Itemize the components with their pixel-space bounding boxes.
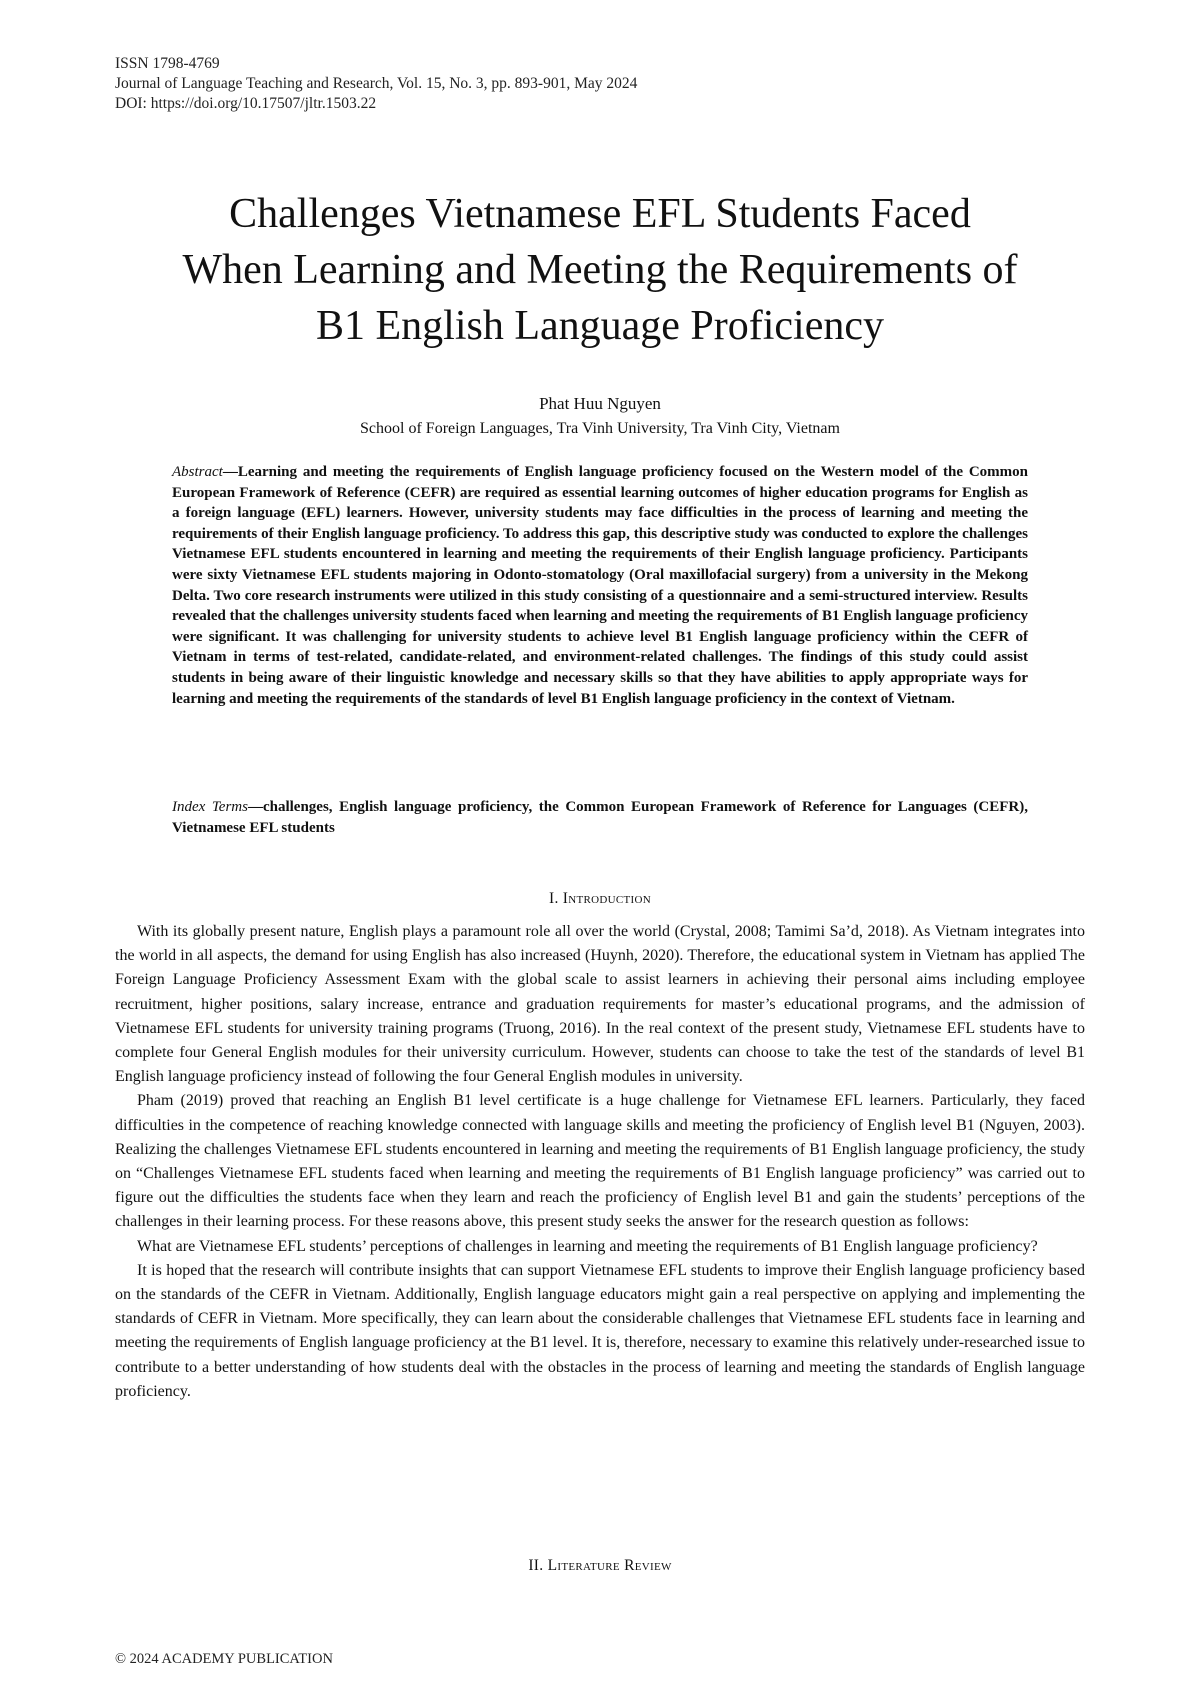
journal-header [115,54,637,114]
section-heading-literature-review: II. Literature Review [528,1557,672,1574]
index-terms [172,797,1028,838]
abstract [172,462,1028,709]
title-line-3: B1 English Language Proficiency [315,303,885,349]
title-line-2: When Learning and Meeting the Requirements of [182,247,1018,293]
title-line-1: Challenges Vietnamese EFL Students Faced [229,191,971,237]
journal-citation-line: Journal of Language Teaching and Research, Vol. 15, No. 3, pp. 893-901, May 2024 [115,75,638,92]
paragraph: Pham (2019) proved that reaching an English B1 level certificate is a huge challenge for Vietnamese EFL learners. Particularly, they faced difficulties in the competence of reaching knowledge connected with language skills and meeting the proficiency of English level B1 (Nguyen, 2003). Realizing the challenges Vietnamese EFL students encountered in learning and meeting the requirements of B1 English language proficiency, the study on “Challenges Vietnamese EFL students faced when learning and meeting the requirements of B1 English language proficiency” was carried out to figure out the difficulties the students face when they learn and reach the proficiency of English level B1 and gain the students’ perceptions of the challenges in their learning process. For these reasons above, this present study seeks the answer for the research question as follows: [115,1092,1085,1231]
research-question: What are Vietnamese EFL students’ perceptions of challenges in learning and meeting the requirements of B1 English language proficiency? [137,1237,1038,1255]
index-terms-label: Index Terms [172,799,248,815]
section-heading-introduction: I. Introduction [548,890,651,907]
author-affiliation: School of Foreign Languages, Tra Vinh University, Tra Vinh City, Vietnam [360,420,840,437]
doi-line: DOI: https://doi.org/10.17507/jltr.1503.22 [115,95,377,112]
index-terms-text: —challenges, English language proficiency, the Common European Framework of Reference for Languages (CEFR), Vietnamese EFL students [172,799,1028,836]
issn-line: ISSN 1798-4769 [115,55,220,72]
paper-title [80,186,1120,354]
paragraph: It is hoped that the research will contribute insights that can support Vietnamese EFL students to improve their English language proficiency based on the standards of the CEFR in Vietnam. Additionally, English language educators might gain a real perspective on applying and implementing the standards of CEFR in Vietnam. More specifically, they can learn about the considerable challenges that Vietnamese EFL students face in learning and meeting the requirements of English language proficiency at the B1 level. It is, therefore, necessary to examine this relatively under-researched issue to contribute to a better understanding of how students deal with the obstacles in the process of learning and meeting the standards of English language proficiency. [115,1261,1085,1400]
introduction-body [115,920,1085,1404]
copyright-footer: © 2024 ACADEMY PUBLICATION [115,1651,333,1667]
abstract-text: —Learning and meeting the requirements of English language proficiency focused on the Western model of the Common European Framework of Reference (CEFR) are required as essential learning outcomes of higher education programs for English as a foreign language (EFL) learners. However, university students may face difficulties in the process of learning and meeting the requirements of their English language proficiency. To address this gap, this descriptive study was conducted to explore the challenges Vietnamese EFL students encountered in learning and meeting the requirements of their English language proficiency. Participants were sixty Vietnamese EFL students majoring in Odonto-stomatology (Oral maxillofacial surgery) from a university in the Mekong Delta. Two core research instruments were utilized in this study consisting of a questionnaire and a semi-structured interview. Results revealed that the challenges university students faced when learning and meeting the requirements of B1 English language proficiency were significant. It was challenging for university students to achieve level B1 English language proficiency within the CEFR of Vietnam in terms of test-related, candidate-related, and environment-related challenges. The findings of this study could assist students in being aware of their linguistic knowledge and necessary skills so that they have abilities to apply appropriate ways for learning and meeting the requirements of the standards of level B1 English language proficiency in the context of Vietnam. [172,464,1028,707]
paragraph: With its globally present nature, English plays a paramount role all over the world (Crystal, 2008; Tamimi Sa’d, 2018). As Vietnam integrates into the world in all aspects, the demand for using English has also increased (Huynh, 2020). Therefore, the educational system in Vietnam has applied The Foreign Language Proficiency Assessment Exam with the global scale to assist learners in achieving their personal aims including employee recruitment, higher positions, salary increase, entrance and graduation requirements for master’s educational programs, and the admission of Vietnamese EFL students for university training programs (Truong, 2016). In the real context of the present study, Vietnamese EFL students have to complete four General English modules for their university curriculum. However, students can choose to take the test of the standards of level B1 English language proficiency instead of following the four General English modules in university. [115,923,1085,1086]
author-name: Phat Huu Nguyen [539,394,661,413]
abstract-label: Abstract [172,464,223,480]
